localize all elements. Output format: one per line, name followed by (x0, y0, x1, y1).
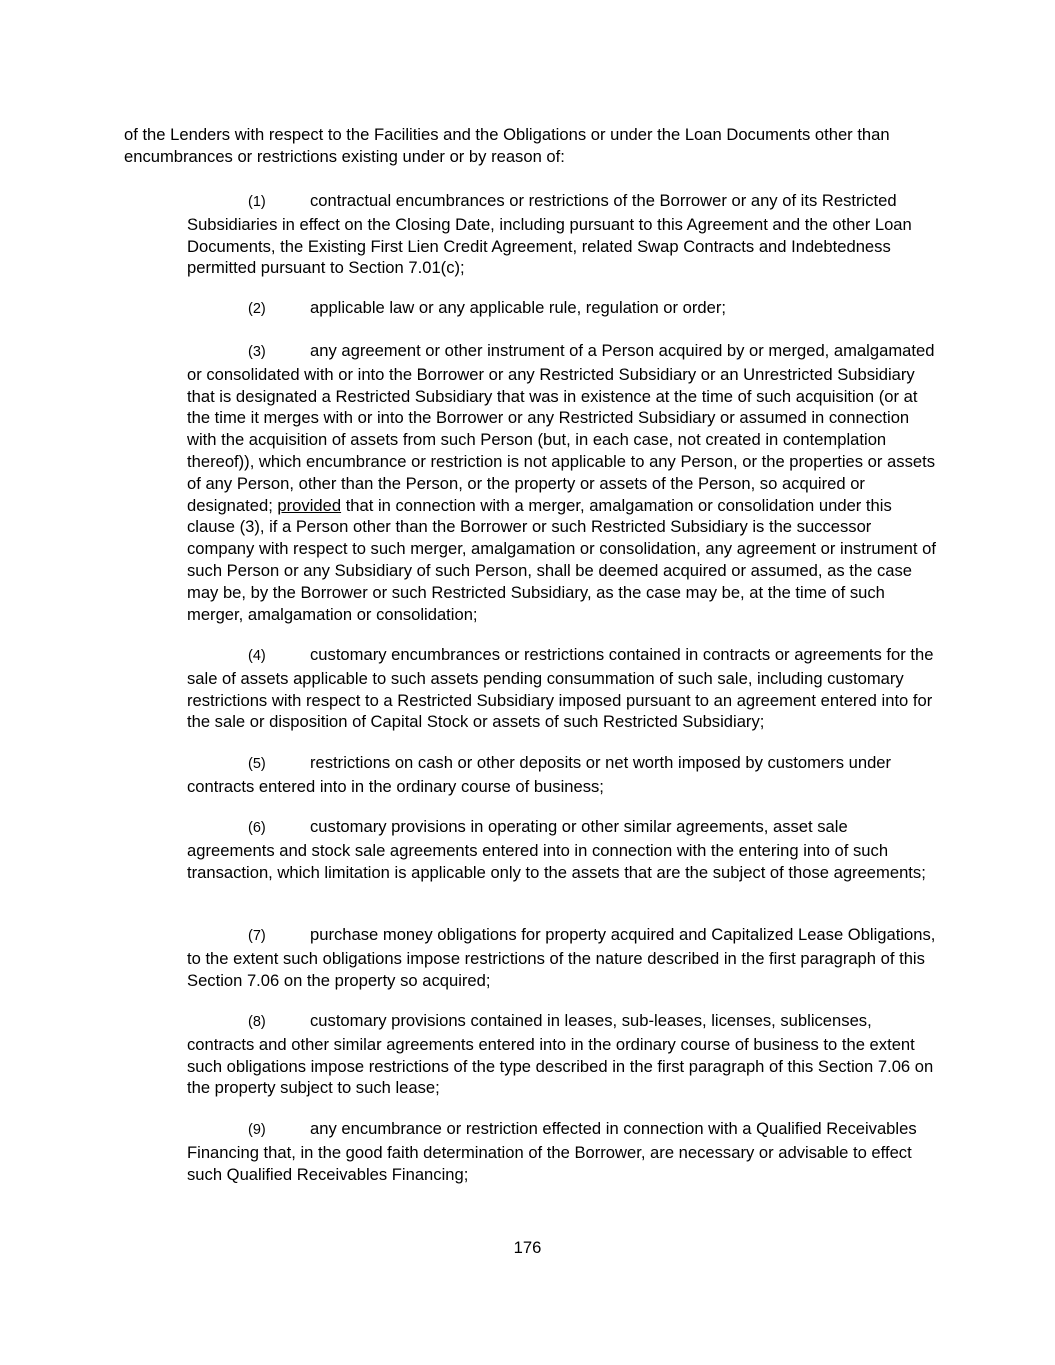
clause-4 (187, 644, 939, 733)
clause-number: (7) (248, 928, 266, 944)
clause-text-continued: that in connection with a merger, amalgamation or consolidation under this clause (3), if a Person other than the Borrower or such Restricted Subsidiary is the successor company with respect to such merger, amalgamation or consolidation, any agreement or instrument of such Person or any Subsidiary of such Person, shall be deemed acquired or assumed, as the case may be, by the Borrower or such Restricted Subsidiary, as the case may be, at the time of such merger, amalgamation or consolidation; (187, 495, 936, 624)
clause-text: customary encumbrances or restrictions contained in contracts or agreements for the sale of assets applicable to such assets pending consummation of such sale, including customary restrictions with respect to a Restricted Subsidiary imposed pursuant to an agreement entered into for the sale or disposition of Capital Stock or assets of such Restricted Subsidiary; (187, 645, 934, 732)
clause-3 (187, 340, 939, 625)
clause-text: applicable law or any applicable rule, regulation or order; (310, 298, 727, 317)
clause-text: contractual encumbrances or restrictions of the Borrower or any of its Restricted Subsidiaries in effect on the Closing Date, including pursuant to this Agreement and the other Loan Documents, the Existing First Lien Credit Agreement, related Swap Contracts and Indebtedness permitted pursuant to Section 7.01(c); (187, 191, 912, 278)
clause-number: (2) (248, 301, 266, 317)
clause-number: (3) (248, 344, 266, 360)
intro-paragraph: of the Lenders with respect to the Facilities and the Obligations or under the Loan Documents other than encumbrances or restrictions existing under or by reason of: (124, 125, 890, 166)
clause-number: (5) (248, 756, 266, 772)
clause-text: any agreement or other instrument of a Person acquired by or merged, amalgamated or consolidated with or into the Borrower or any Restricted Subsidiary or an Unrestricted Subsidiary that is designated a Restricted Subsidiary that was in existence at the time of such acquisition (or at the time it merges with or into the Borrower or any Restricted Subsidiary or assumed in connection with the acquisition of assets from such Person (but, in each case, not created in contemplation thereof)), which encumbrance or restriction is not applicable to any Person, or the properties or assets of any Person, other than the Person, or the property or assets of the Person, so acquired or designated; (187, 341, 936, 515)
clause-number: (8) (248, 1014, 266, 1030)
clause-text: customary provisions contained in leases, sub-leases, licenses, sublicenses, contracts and other similar agreements entered into in the ordinary course of business to the extent such obligations impose restrictions of the type described in the first paragraph of this Section 7.06 on the property subject to such lease; (187, 1011, 934, 1098)
clause-text: restrictions on cash or other deposits or net worth imposed by customers under contracts entered into in the ordinary course of business; (187, 753, 892, 796)
clause-number: (9) (248, 1122, 266, 1138)
clause-2 (187, 297, 939, 321)
clause-number: (1) (248, 194, 266, 210)
page-number: 176 (513, 1238, 542, 1257)
clause-7 (187, 924, 939, 991)
clause-text: customary provisions in operating or other similar agreements, asset sale agreements and stock sale agreements entered into in connection with the entering into of such transaction, which limitation is applicable only to the assets that are the subject of those agreements; (187, 817, 926, 882)
clause-text: any encumbrance or restriction effected in connection with a Qualified Receivables Financing that, in the good faith determination of the Borrower, are necessary or advisable to effect such Qualified Receivables Financing; (187, 1119, 917, 1184)
clause-9 (187, 1118, 939, 1185)
provided-term: provided (277, 495, 342, 515)
clause-8 (187, 1010, 939, 1099)
clause-number: (4) (248, 648, 266, 664)
clause-number: (6) (248, 820, 266, 836)
clause-text: purchase money obligations for property acquired and Capitalized Lease Obligations, to the extent such obligations impose restrictions of the nature described in the first paragraph of this Section 7.06 on the property so acquired; (187, 925, 936, 990)
clause-5 (187, 752, 939, 798)
clause-6 (187, 816, 939, 883)
clause-1 (187, 190, 939, 279)
